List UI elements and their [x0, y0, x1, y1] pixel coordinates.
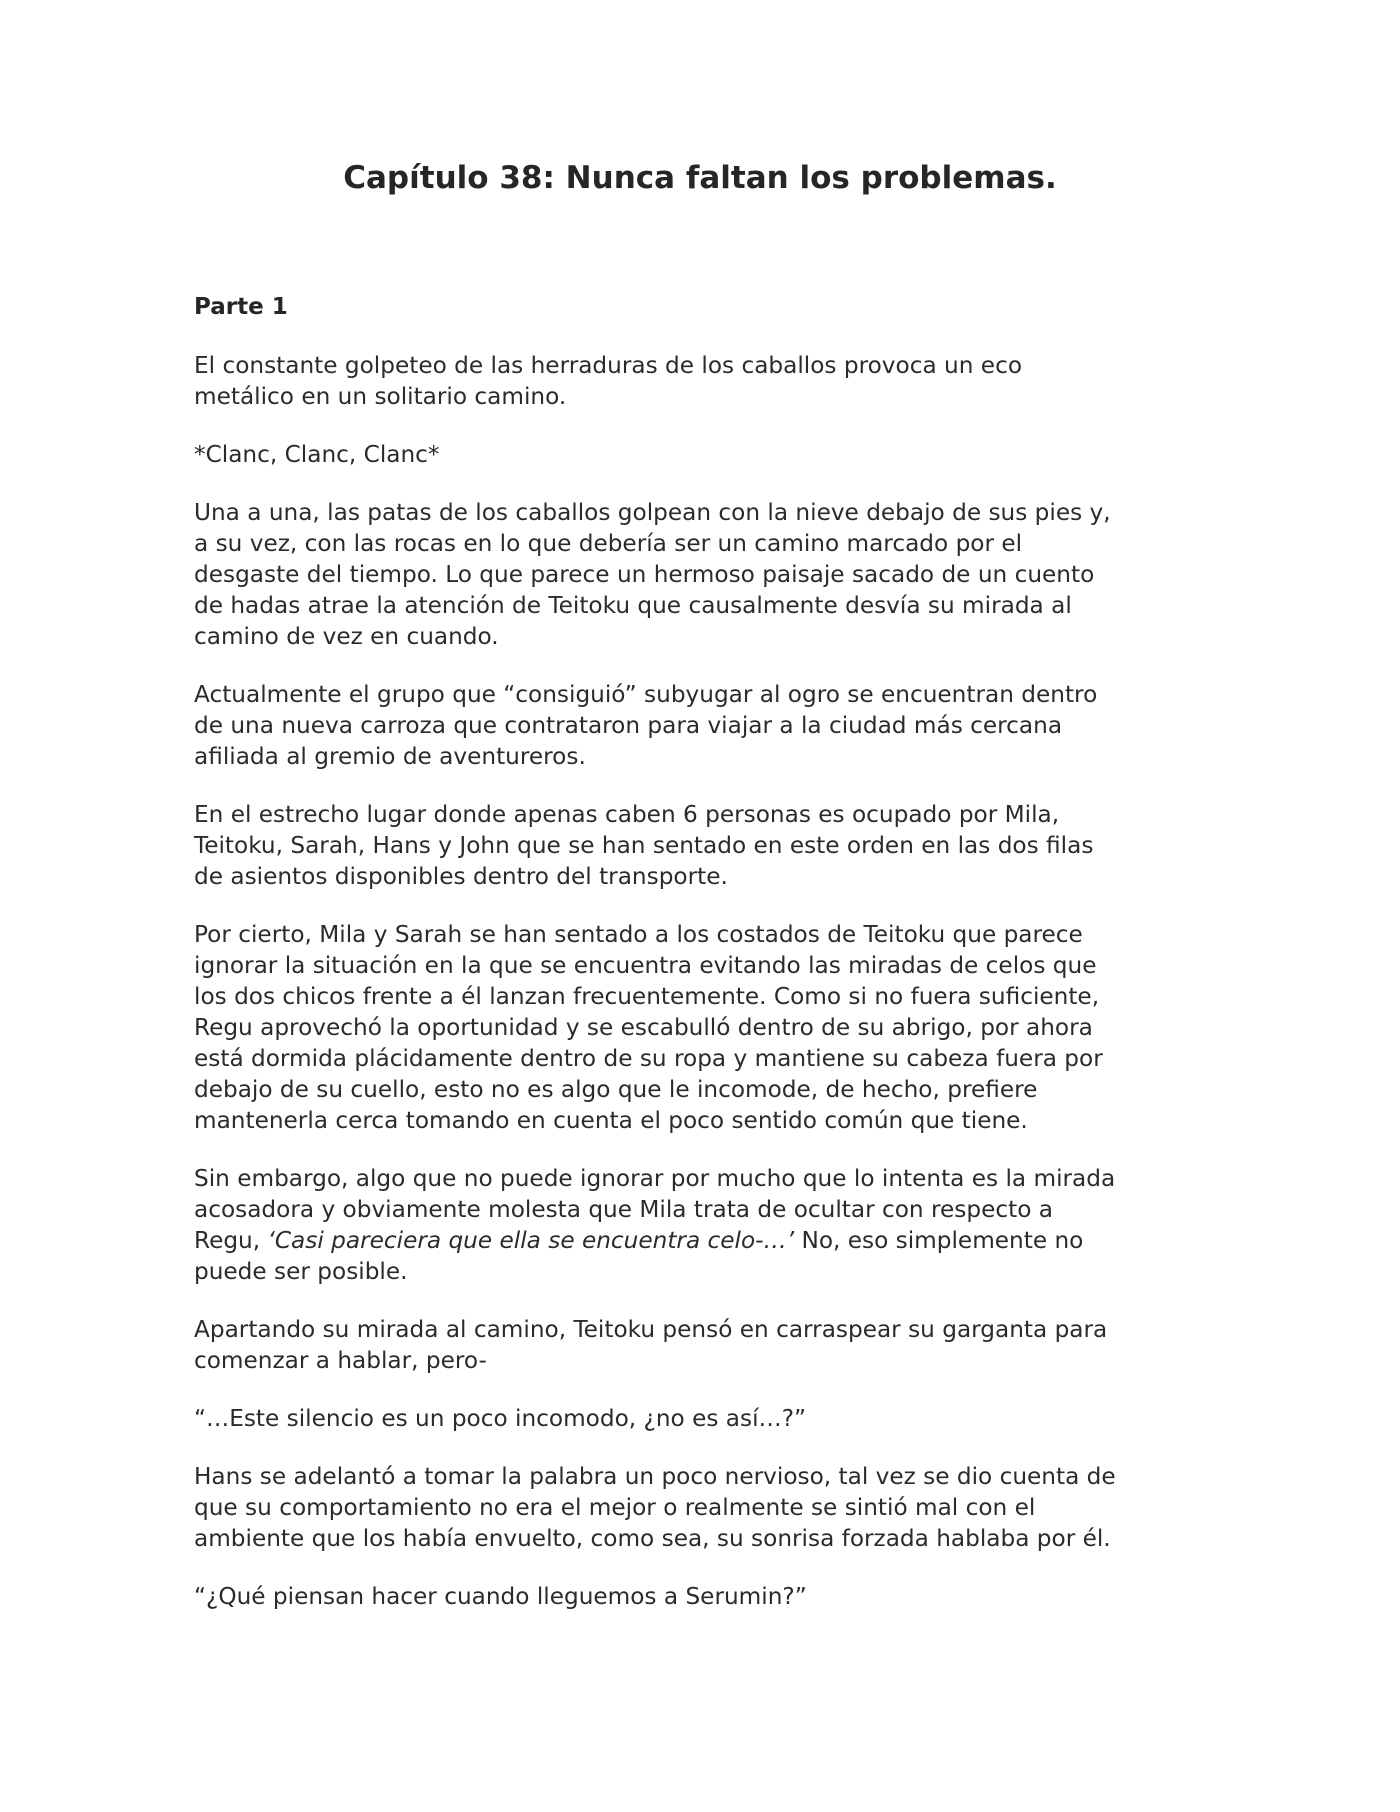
- text-line: Teitoku, Sarah, Hans y John que se han sentado en este orden en las dos filas: [194, 832, 1094, 859]
- text-line: está dormida plácidamente dentro de su ropa y mantiene su cabeza fuera por: [194, 1045, 1103, 1072]
- paragraph-11: [194, 1581, 1214, 1612]
- italic-thought: ‘Casi pareciera que ella se encuentra celo-…’: [267, 1227, 795, 1254]
- paragraph-8: [194, 1314, 1214, 1376]
- text-line-mixed: [194, 1225, 1214, 1256]
- text-line: los dos chicos frente a él lanzan frecuentemente. Como si no fuera suficiente,: [194, 983, 1100, 1010]
- text-segment: No, eso simplemente no: [794, 1227, 1084, 1254]
- text-line: de hadas atrae la atención de Teitoku que causalmente desvía su mirada al: [194, 592, 1072, 619]
- text-line: debajo de su cuello, esto no es algo que le incomode, de hecho, prefiere: [194, 1076, 1038, 1103]
- paragraph-1: [194, 350, 1214, 412]
- text-line: Por cierto, Mila y Sarah se han sentado a los costados de Teitoku que parece: [194, 921, 1083, 948]
- text-line: mantenerla cerca tomando en cuenta el poco sentido común que tiene.: [194, 1107, 1028, 1134]
- text-line: afiliada al gremio de aventureros.: [194, 743, 586, 770]
- paragraph-10: [194, 1461, 1214, 1554]
- text-line: Sin embargo, algo que no puede ignorar por mucho que lo intenta es la mirada: [194, 1165, 1116, 1192]
- text-line: *Clanc, Clanc, Clanc*: [194, 441, 440, 468]
- text-line: que su comportamiento no era el mejor o realmente se sintió mal con el: [194, 1494, 1036, 1521]
- text-line: Hans se adelantó a tomar la palabra un poco nervioso, tal vez se dio cuenta de: [194, 1463, 1116, 1490]
- section-heading: Parte 1: [194, 294, 288, 320]
- text-line: a su vez, con las rocas en lo que debería ser un camino marcado por el: [194, 530, 1023, 557]
- text-line: El constante golpeteo de las herraduras de los caballos provoca un eco: [194, 352, 1023, 379]
- paragraph-2: [194, 439, 1214, 470]
- chapter-title: Capítulo 38: Nunca faltan los problemas.: [343, 160, 1057, 196]
- text-line: Regu aprovechó la oportunidad y se escabulló dentro de su abrigo, por ahora: [194, 1014, 1093, 1041]
- paragraph-5: [194, 799, 1214, 892]
- text-line: ignorar la situación en la que se encuentra evitando las miradas de celos que: [194, 952, 1097, 979]
- text-line: “¿Qué piensan hacer cuando lleguemos a Serumin?”: [194, 1583, 807, 1610]
- document-body: [194, 292, 1214, 1639]
- text-line: camino de vez en cuando.: [194, 623, 499, 650]
- text-line: acosadora y obviamente molesta que Mila trata de ocultar con respecto a: [194, 1196, 1053, 1223]
- text-line: Apartando su mirada al camino, Teitoku pensó en carraspear su garganta para: [194, 1316, 1108, 1343]
- text-segment: Regu,: [194, 1227, 268, 1254]
- text-line: Actualmente el grupo que “consiguió” subyugar al ogro se encuentran dentro: [194, 681, 1098, 708]
- text-line: puede ser posible.: [194, 1258, 408, 1285]
- text-line: ambiente que los había envuelto, como sea, su sonrisa forzada hablaba por él.: [194, 1525, 1111, 1552]
- text-line: Una a una, las patas de los caballos golpean con la nieve debajo de sus pies y,: [194, 499, 1111, 526]
- text-line: de una nueva carroza que contrataron para viajar a la ciudad más cercana: [194, 712, 1063, 739]
- text-line: En el estrecho lugar donde apenas caben 6 personas es ocupado por Mila,: [194, 801, 1060, 828]
- paragraph-9: [194, 1403, 1214, 1434]
- text-line: desgaste del tiempo. Lo que parece un hermoso paisaje sacado de un cuento: [194, 561, 1095, 588]
- text-line: metálico en un solitario camino.: [194, 383, 567, 410]
- paragraph-4: [194, 679, 1214, 772]
- paragraph-3: [194, 497, 1214, 652]
- paragraph-7: [194, 1163, 1214, 1287]
- text-line: de asientos disponibles dentro del transporte.: [194, 863, 728, 890]
- text-line: comenzar a hablar, pero-: [194, 1347, 487, 1374]
- text-line: “…Este silencio es un poco incomodo, ¿no es así…?”: [194, 1405, 807, 1432]
- paragraph-6: [194, 919, 1214, 1136]
